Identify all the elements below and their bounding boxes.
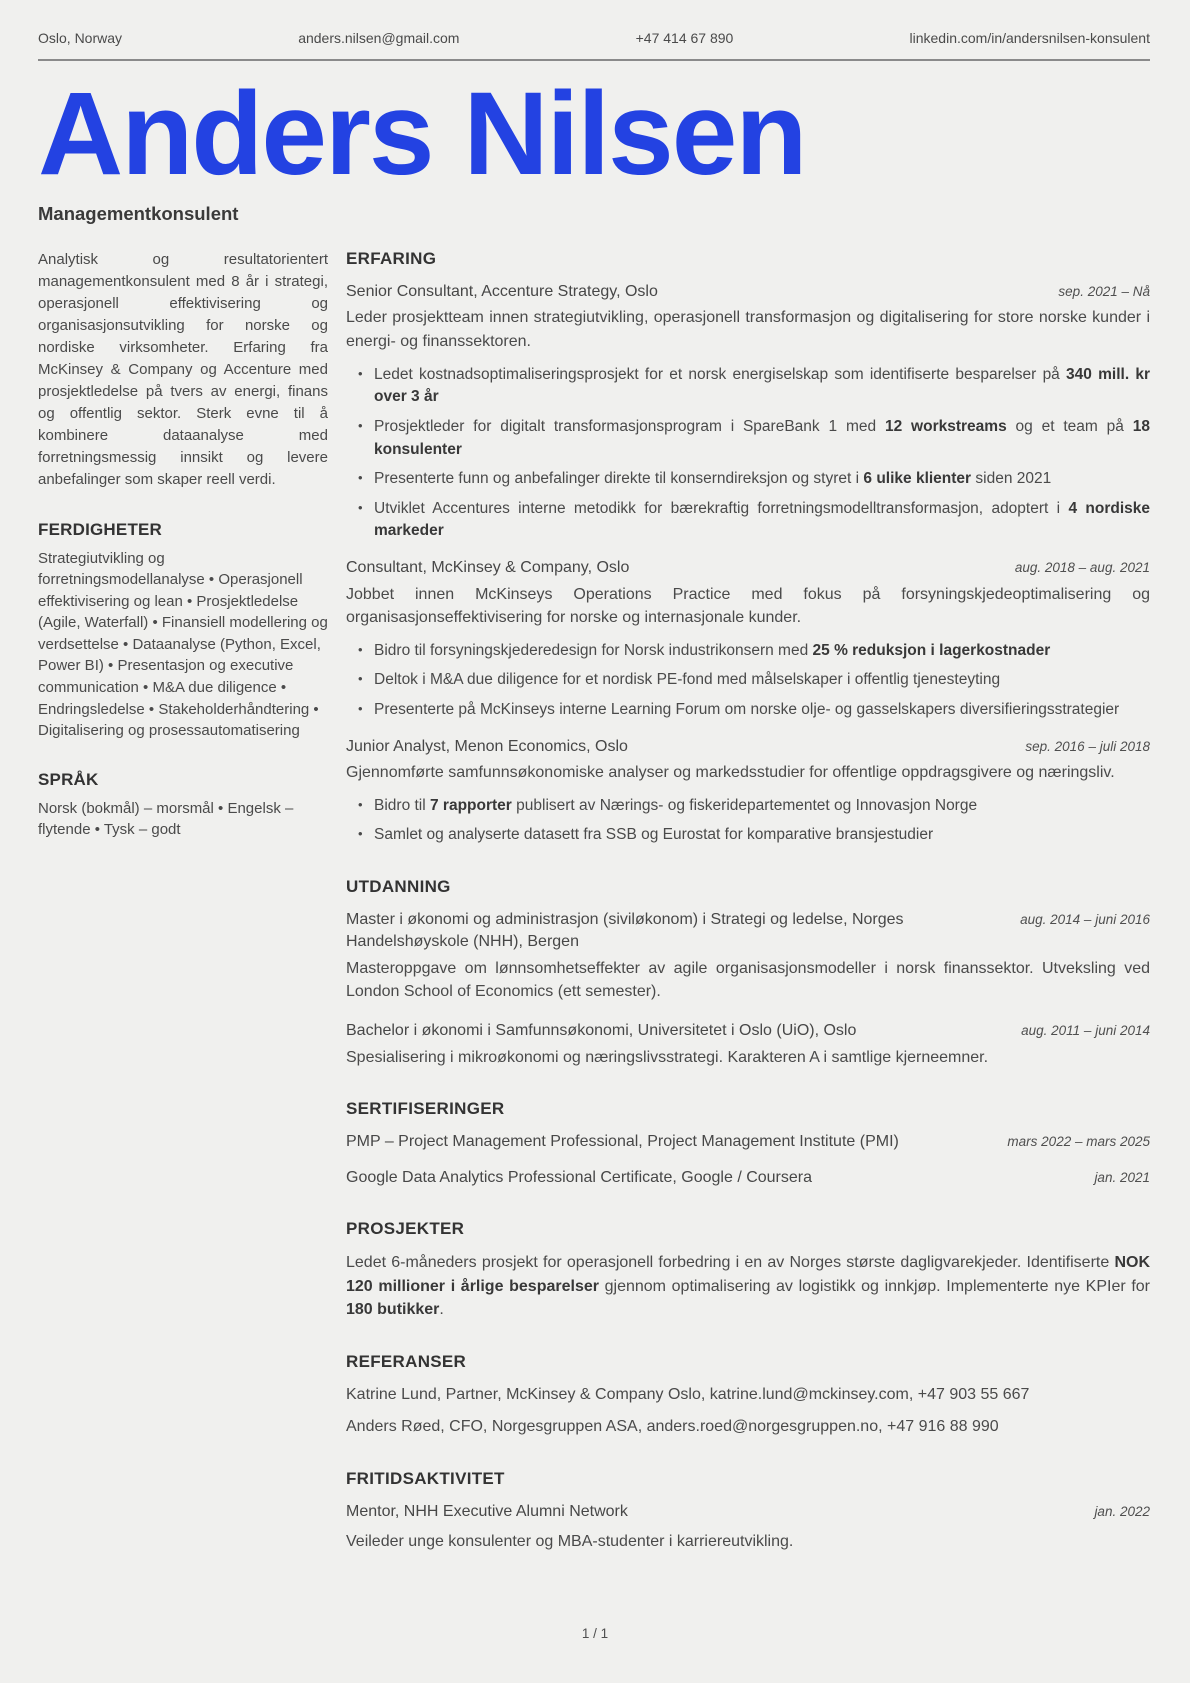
text-segment: gjennom optimalisering av logistikk og innkjøp. Implementerte nye KPIer for [598,1277,1150,1295]
entry-date: aug. 2011 – juni 2014 [1021,1023,1150,1039]
bold-text: 25 % reduksjon i lagerkostnader [812,641,1051,659]
bullet-item [346,699,1150,722]
job-head [346,736,1150,758]
education-entry [346,1020,1150,1069]
sidebar [38,249,328,1554]
job-entry [346,557,1150,722]
entry-date: aug. 2014 – juni 2016 [1020,912,1150,928]
experience-section [346,249,1150,847]
education-entries [346,909,1150,1069]
languages-text: Norsk (bokmål) – morsmål • Engelsk – flytende • Tysk – godt [38,799,294,839]
job-title: Senior Consultant, Accenture Strategy, Oslo [346,283,658,300]
text-segment: Deltok i M&A due diligence for et nordisk PE-fond med målselskaper i offentlig tjenesteyting [374,671,1001,689]
job-entry [346,736,1150,847]
reference-entries [346,1384,1150,1439]
text-segment: Presenterte funn og anbefalinger direkte til konserndireksjon og styret i [374,470,864,488]
content-columns [38,249,1150,1554]
projects-section [346,1219,1150,1322]
certifications-section [346,1099,1150,1189]
bold-text: 180 butikker [346,1301,440,1319]
role-title: Managementkonsulent [38,203,239,224]
hobby-date: jan. 2022 [1094,1503,1150,1519]
hobby-entry [346,1501,1150,1523]
projects-text [346,1251,1150,1322]
hobbies-heading: FRITIDSAKTIVITET [346,1468,505,1488]
text-segment: Ledet 6-måneders prosjekt for operasjonell forbedring i en av Norges største dagligvarekjeder. Identifiserte [346,1254,1115,1271]
languages-heading: SPRÅK [38,769,99,789]
education-section [346,877,1150,1069]
contact-location: Oslo, Norway [38,30,123,46]
job-title: Consultant, McKinsey & Company, Oslo [346,559,630,577]
bold-text: 6 ulike klienter [863,470,972,488]
skills-heading: FERDIGHETER [38,519,163,539]
contact-email: anders.nilsen@gmail.com [298,30,460,46]
bold-text: 7 rapporter [430,796,512,814]
job-date: sep. 2021 – Nå [1058,284,1150,299]
contact-phone: +47 414 67 890 [635,30,734,46]
page-number: 1 / 1 [581,1626,609,1641]
bold-text: 340 mill. kr over 3 år [374,365,1150,406]
name-heading: Anders Nilsen [38,68,806,200]
bullet-item [346,640,1150,663]
education-entry-head [346,1020,1150,1042]
text-segment: Prosjektleder for digitalt transformasjonsprogram i SpareBank 1 med [374,417,885,435]
text-segment: publisert av Nærings- og fiskeridepartementet og Innovasjon Norge [511,796,978,814]
bold-text: 18 konsulenter [374,417,1151,458]
certification-date: jan. 2021 [1094,1169,1150,1185]
entry-title: Bachelor i økonomi i Samfunnsøkonomi, Universitetet i Oslo (UiO), Oslo [346,1022,857,1040]
text-segment: Ledet kostnadsoptimaliseringsprosjekt for et norsk energiselskap som identifiserte besparelser på [374,365,1067,383]
text-segment: Presenterte på McKinseys interne Learning Forum om norske olje- og gasselskapers diversifieringsstrategier [374,701,1120,719]
contact-bar [38,30,1150,61]
contact-linkedin: linkedin.com/in/andersnilsen-konsulent [909,30,1150,46]
bold-text: 12 workstreams [884,417,1007,435]
text-segment: Bidro til forsyningskjederedesign for Norsk industrikonsern med [374,641,813,659]
certification-title: Google Data Analytics Professional Certificate, Google / Coursera [346,1168,813,1186]
text-segment: . [439,1301,444,1319]
bold-text: NOK 120 millioner i årlige besparelser [346,1254,1150,1295]
bullet-item [346,795,1150,818]
job-bullets [346,364,1150,543]
entry-description: Masteroppgave om lønnsomhetseffekter av agile organisasjonsmodeller i norsk finanssektor. Utveksling ved London School of Economics (ett semester). [346,959,1150,1001]
entry-title: Master i økonomi og administrasjon (siviløkonom) i Strategi og ledelse, Norges Handelshøyskole (NHH), Bergen [346,911,904,951]
bullet-item [346,498,1150,543]
job-description: Jobbet innen McKinseys Operations Practice med fokus på forsyningskjedeoptimalisering og organisasjonseffektivisering for norske og internasjonale kunder. [346,585,1150,627]
bullet-item [346,364,1150,409]
education-entry [346,909,1150,1004]
reference-item: Katrine Lund, Partner, McKinsey & Company Oslo, katrine.lund@mckinsey.com, +47 903 55 667 [346,1386,1030,1404]
main-content [346,249,1150,1554]
bullet-item [346,669,1150,692]
bold-text: 4 nordiske markeder [374,499,1150,540]
certification-entry [346,1131,1150,1153]
text-segment: Bidro til [374,796,430,814]
education-heading: UTDANNING [346,877,451,897]
job-description: Leder prosjektteam innen strategiutvikling, operasjonell transformasjon og digitalisering for store norske kunder i energi- og finanssektoren. [346,309,1150,351]
job-head [346,557,1150,579]
entry-description: Spesialisering i mikroøkonomi og næringslivsstrategi. Karakteren A i samtlige kjerneemner. [346,1048,989,1066]
summary-text: Analytisk og resultatorientert managementkonsulent med 8 år i strategi, operasjonell effektivisering og organisasjonsutvikling for norske og nordiske virksomheter. Erfaring fra McKinsey & Company og Accenture med prosjektledelse på tvers av energi, finans og offentlig sektor. Sterk evne til å kombinere dataanalyse med forretningsmessig innsikt og levere anbefalinger som skaper reell verdi. [38,251,328,489]
reference-item: Anders Røed, CFO, Norgesgruppen ASA, anders.roed@norgesgruppen.no, +47 916 88 990 [346,1418,999,1436]
certification-entry [346,1167,1150,1189]
hobby-title: Mentor, NHH Executive Alumni Network [346,1502,628,1520]
certification-entries [346,1131,1150,1189]
bullet-item [346,416,1150,461]
job-head [346,281,1150,303]
text-segment: og et team på [1006,417,1133,435]
certifications-heading: SERTIFISERINGER [346,1099,505,1119]
experience-jobs [346,281,1150,847]
job-bullets [346,795,1150,847]
hobby-description: Veileder unge konsulenter og MBA-studenter i karriereutvikling. [346,1533,794,1551]
references-section [346,1352,1150,1439]
job-description: Gjennomførte samfunnsøkonomiske analyser og markedsstudier for offentlige oppdragsgivere og næringsliv. [346,764,1115,782]
projects-heading: PROSJEKTER [346,1219,465,1238]
bullet-item [346,468,1150,491]
text-segment: siden 2021 [971,470,1052,488]
job-date: aug. 2018 – aug. 2021 [1014,560,1150,576]
experience-heading: ERFARING [346,249,437,268]
job-title: Junior Analyst, Menon Economics, Oslo [346,737,628,755]
job-bullets [346,640,1150,722]
certification-date: mars 2022 – mars 2025 [1007,1134,1150,1150]
text-segment: Utviklet Accentures interne metodikk for bærekraftig forretningsmodelltransformasjon, adoptert i [374,499,1069,517]
education-entry-head [346,909,1150,954]
certification-title: PMP – Project Management Professional, Project Management Institute (PMI) [346,1133,899,1151]
hobbies-section [346,1469,1150,1554]
job-entry [346,281,1150,543]
bullet-item [346,824,1150,847]
text-segment: Samlet og analyserte datasett fra SSB og Eurostat for komparative bransjestudier [374,826,934,844]
references-heading: REFERANSER [346,1352,467,1372]
skills-text: Strategiutvikling og forretningsmodellanalyse • Operasjonell effektivisering og lean • Prosjektledelse (Agile, Waterfall) • Finansiell modellering og verdsettelse • Dataanalyse (Python, Excel, Power BI) • Presentasjon og executive communication • M&A due diligence • Endringsledelse • Stakeholderhåndtering • Digitalisering og prosessautomatisering [38,549,328,740]
job-date: sep. 2016 – juli 2018 [1025,738,1150,754]
